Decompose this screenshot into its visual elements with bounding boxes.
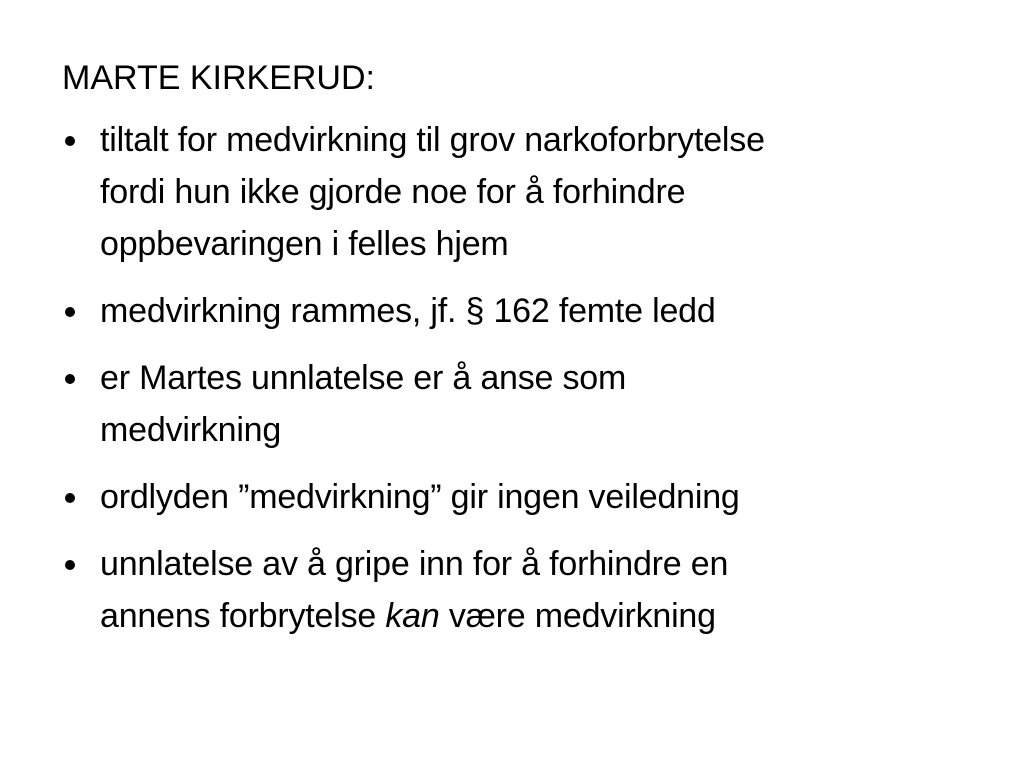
bullet-icon	[65, 307, 75, 317]
bullet-text-line	[100, 590, 982, 642]
bullet-icon	[65, 136, 75, 146]
bullet-icon	[65, 560, 75, 570]
bullet-text-segment: annens forbrytelse	[100, 597, 386, 635]
bullet-item	[62, 285, 982, 337]
bullet-text-line: tiltalt for medvirkning til grov narkoforbrytelse	[100, 121, 765, 159]
bullet-text-line: oppbevaringen i felles hjem	[100, 225, 509, 263]
bullet-list	[62, 114, 982, 642]
bullet-icon	[65, 374, 75, 384]
slide-body	[62, 52, 982, 657]
bullet-item	[62, 471, 982, 523]
bullet-text-line: fordi hun ikke gjorde noe for å forhindre	[100, 173, 686, 211]
bullet-text-segment: være medvirkning	[439, 597, 716, 635]
bullet-text-line: medvirkning rammes, jf. § 162 femte ledd	[100, 292, 716, 330]
bullet-text-line: ordlyden ”medvirkning” gir ingen veiledning	[100, 478, 740, 516]
bullet-text-line: unnlatelse av å gripe inn for å forhindre en	[100, 545, 729, 583]
slide-heading: MARTE KIRKERUD:	[62, 59, 375, 97]
bullet-text-line: medvirkning	[100, 411, 282, 449]
bullet-item	[62, 352, 982, 456]
bullet-item	[62, 114, 982, 270]
bullet-text-line: er Martes unnlatelse er å anse som	[100, 359, 627, 397]
bullet-item	[62, 538, 982, 642]
bullet-icon	[65, 493, 75, 503]
emphasized-word: kan	[385, 597, 440, 635]
